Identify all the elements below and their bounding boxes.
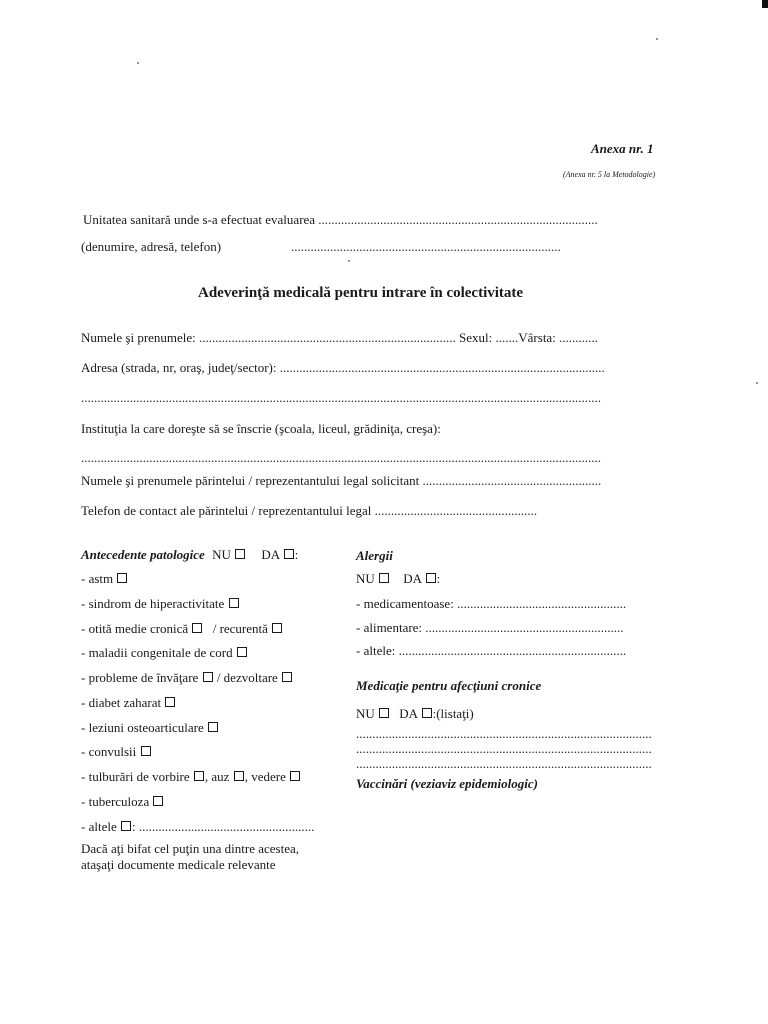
item-label: - probleme de învăţare bbox=[81, 670, 199, 685]
allergies-food: - alimentare: ............................................................. bbox=[356, 620, 624, 635]
antecedents-heading: Antecedente patologice bbox=[81, 547, 205, 562]
item-label: - altele bbox=[81, 819, 117, 834]
address-field: Adresa (strada, nr, oraş, judeţ/sector): .................................................................................................... bbox=[81, 360, 605, 375]
item-label: - convulsii bbox=[81, 744, 137, 759]
item-label: - diabet zaharat bbox=[81, 695, 162, 710]
item-label: - maladii congenitale de cord bbox=[81, 645, 233, 660]
item-label: / recurentă bbox=[212, 621, 268, 636]
institution-field: Instituţia la care doreşte să se înscrie (şcoala, liceul, grădiniţa, creşa): bbox=[81, 421, 441, 436]
item-label: - astm bbox=[81, 571, 114, 586]
unit-details-label: (denumire, adresă, telefon) bbox=[81, 239, 222, 254]
vorbire-checkbox[interactable] bbox=[194, 771, 204, 781]
item-label: - leziuni osteoarticulare bbox=[81, 720, 204, 735]
antecedents-header bbox=[81, 547, 298, 563]
chronic-line: ........................................................................................... bbox=[356, 756, 652, 771]
attach-note-line2: ataşaţi documente medicale relevante bbox=[81, 857, 276, 872]
item-astm bbox=[81, 571, 128, 587]
allergies-da-checkbox[interactable] bbox=[426, 573, 436, 583]
item-label: , vedere bbox=[244, 769, 286, 784]
antecedents-da-checkbox[interactable] bbox=[284, 549, 294, 559]
antecedents-nu-label: NU bbox=[212, 547, 231, 562]
unit-line: Unitatea sanitară unde s-a efectuat evaluarea ...................................................................................... bbox=[83, 212, 598, 227]
invatare-checkbox[interactable] bbox=[203, 672, 213, 682]
institution-continuation: ................................................................................................................................................................ bbox=[81, 450, 601, 465]
item-label: : ...................................................... bbox=[131, 819, 315, 834]
allergies-heading: Alergii bbox=[356, 548, 393, 563]
chronic-medication-options bbox=[356, 706, 474, 722]
chronic-nu-label: NU bbox=[356, 706, 375, 721]
hiperactivitate-checkbox[interactable] bbox=[229, 598, 239, 608]
scan-speck bbox=[137, 62, 139, 64]
item-convulsii bbox=[81, 744, 152, 760]
convulsii-checkbox[interactable] bbox=[141, 746, 151, 756]
otita-cronica-checkbox[interactable] bbox=[192, 623, 202, 633]
item-label: - sindrom de hiperactivitate bbox=[81, 596, 225, 611]
item-osteoarticulare bbox=[81, 720, 219, 736]
chronic-list-label: :(listaţi) bbox=[432, 706, 474, 721]
address-continuation: ................................................................................................................................................................ bbox=[81, 390, 601, 405]
annex-note: (Anexa nr. 5 la Metodologie) bbox=[563, 170, 656, 179]
chronic-da-label: DA bbox=[399, 706, 418, 721]
chronic-line: ........................................................................................... bbox=[356, 726, 652, 741]
scan-speck bbox=[348, 260, 350, 262]
name-field: Numele şi prenumele: ............................................................................... Sexul: .......Vârsta: ............ bbox=[81, 330, 599, 345]
item-hiperactivitate bbox=[81, 596, 240, 612]
astm-checkbox[interactable] bbox=[117, 573, 127, 583]
scan-speck bbox=[656, 38, 658, 40]
allergies-nu-checkbox[interactable] bbox=[379, 573, 389, 583]
cord-checkbox[interactable] bbox=[237, 647, 247, 657]
vedere-checkbox[interactable] bbox=[290, 771, 300, 781]
vaccines-heading: Vaccinări (veziaviz epidemiologic) bbox=[356, 776, 538, 791]
parent-field: Numele şi prenumele părintelui / reprezentantului legal solicitant ....................................................... bbox=[81, 473, 602, 488]
annex-title: Anexa nr. 1 bbox=[591, 141, 654, 156]
chronic-nu-checkbox[interactable] bbox=[379, 708, 389, 718]
phone-field: Telefon de contact ale părintelui / reprezentantului legal .................................................. bbox=[81, 503, 538, 518]
chronic-medication-heading: Medicaţie pentru afecţiuni cronice bbox=[356, 678, 542, 693]
item-diabet bbox=[81, 695, 176, 711]
auz-checkbox[interactable] bbox=[234, 771, 244, 781]
document-title: Adeverinţă medicală pentru intrare în colectivitate bbox=[198, 285, 524, 301]
allergies-nu-label: NU bbox=[356, 571, 375, 586]
allergies-medication: - medicamentoase: .................................................... bbox=[356, 596, 627, 611]
colon: : bbox=[294, 547, 299, 562]
tuberculoza-checkbox[interactable] bbox=[153, 796, 163, 806]
item-tulburari bbox=[81, 769, 301, 785]
item-label: - tuberculoza bbox=[81, 794, 150, 809]
item-label: - tulburări de vorbire bbox=[81, 769, 190, 784]
scan-speck bbox=[756, 382, 758, 384]
item-cord bbox=[81, 645, 248, 661]
chronic-line: ........................................................................................... bbox=[356, 741, 652, 756]
item-label: / dezvoltare bbox=[216, 670, 278, 685]
chronic-da-checkbox[interactable] bbox=[422, 708, 432, 718]
item-altele bbox=[81, 819, 314, 835]
diabet-checkbox[interactable] bbox=[165, 697, 175, 707]
unit-details-dots: ................................................................................... bbox=[291, 239, 561, 254]
item-otita bbox=[81, 621, 283, 637]
osteoarticulare-checkbox[interactable] bbox=[208, 722, 218, 732]
scan-mark bbox=[762, 0, 768, 8]
allergies-other: - altele: ...................................................................... bbox=[356, 643, 627, 658]
otita-recurenta-checkbox[interactable] bbox=[272, 623, 282, 633]
allergies-da-label: DA bbox=[403, 571, 422, 586]
allergies-options bbox=[356, 571, 440, 587]
altele-checkbox[interactable] bbox=[121, 821, 131, 831]
item-label: , auz bbox=[204, 769, 230, 784]
dezvoltare-checkbox[interactable] bbox=[282, 672, 292, 682]
colon: : bbox=[436, 571, 441, 586]
attach-note-line1: Dacă aţi bifat cel puţin una dintre acestea, bbox=[81, 841, 300, 856]
item-tuberculoza bbox=[81, 794, 164, 810]
item-invatare bbox=[81, 670, 293, 686]
item-label: - otită medie cronică bbox=[81, 621, 189, 636]
antecedents-nu-checkbox[interactable] bbox=[235, 549, 245, 559]
antecedents-da-label: DA bbox=[261, 547, 280, 562]
